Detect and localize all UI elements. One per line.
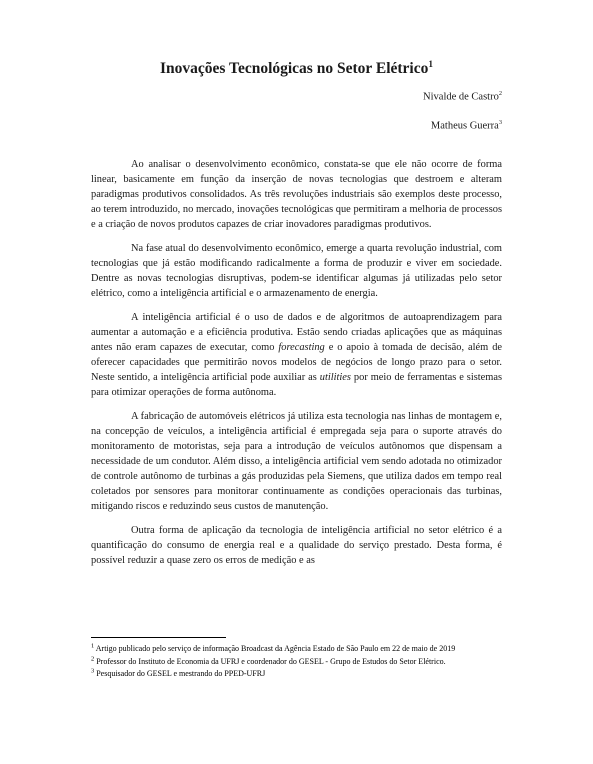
footnote-2-text: Professor do Instituto de Economia da UFRJ e coordenador do GESEL - Grupo de Estudos do Setor Elétrico. bbox=[96, 656, 446, 666]
paragraph-3-text-a: A inteligência artificial é o uso de dados e de algoritmos de autoaprendizagem para aumentar a automação e a eficiência produtiva. Estão sendo criadas aplicações que as máquinas antes não eram capazes de executar, como bbox=[91, 312, 502, 354]
paragraph-4 bbox=[91, 409, 502, 514]
author-1 bbox=[91, 86, 502, 105]
author-2-name: Matheus Guerra bbox=[430, 120, 499, 132]
footnote-3-text: Pesquisador do GESEL e mestrando do PPED-UFRJ bbox=[96, 669, 266, 678]
footnotes bbox=[91, 643, 502, 681]
footnote-1-mark: 1 bbox=[91, 642, 95, 650]
footnote-2 bbox=[91, 656, 502, 668]
paragraph-5 bbox=[91, 523, 502, 568]
footnote-3-mark: 3 bbox=[91, 667, 95, 675]
paragraph-3-text-b: e o apoio à tomada de decisão, além de oferecer capacidades que permitirão novos modelos de negócios de longo prazo para o setor. Neste sentido, a inteligência artificial pode auxiliar as bbox=[91, 342, 503, 384]
paragraph-3-text-c: por meio de ferramentas e sistemas para otimizar operações de forma autônoma. bbox=[91, 372, 502, 399]
author-1-name: Nivalde de Castro bbox=[423, 91, 499, 103]
paragraph-1 bbox=[91, 157, 502, 232]
paragraph-2 bbox=[91, 241, 502, 301]
article-title-text: Inovações Tecnológicas no Setor Elétrico bbox=[159, 60, 429, 78]
author-2-footnote-mark: 3 bbox=[498, 118, 502, 126]
author-1-footnote-mark: 2 bbox=[498, 90, 502, 98]
title-footnote-mark: 1 bbox=[428, 60, 434, 70]
term-forecasting: forecasting bbox=[278, 342, 325, 354]
author-2 bbox=[91, 115, 502, 134]
term-utilities: utilities bbox=[319, 372, 351, 384]
paragraph-5-text: Outra forma de aplicação da tecnologia de inteligência artificial no setor elétrico é a quantificação do consumo de energia real e a qualidade do serviço prestado. Desta forma, é possível reduzir a quase zero os erros de medição e as bbox=[91, 525, 502, 567]
paragraph-4-text: A fabricação de automóveis elétricos já utiliza esta tecnologia nas linhas de montagem e, na concepção de veículos, a inteligência artificial é empregada seja para o suporte através do monitoramento de motoristas, seja para a introdução de veículos autônomos que dispensam a necessidade de um condutor. Além disso, a inteligência artificial vem sendo adotada no otimizador de controle autônomo de turbinas a gás produzidas pela Siemens, que utiliza dados em tempo real coletados por sensores para monitorar continuamente as condições operacionais das turbinas, mitigando riscos e reduzindo seus custos de manutenção. bbox=[91, 411, 502, 513]
footnote-separator bbox=[91, 637, 226, 638]
footnote-3 bbox=[91, 668, 502, 680]
footnote-1 bbox=[91, 643, 502, 655]
footnote-1-text: Artigo publicado pelo serviço de informação Broadcast da Agência Estado de São Paulo em 22 de maio de 2019 bbox=[95, 644, 456, 653]
paragraph-2-text: Na fase atual do desenvolvimento econômico, emerge a quarta revolução industrial, com tecnologias que já estão modificando radicalmente a forma de produzir e viver em sociedade. Dentre as novas tecnologias disruptivas, podem-se identificar algumas já utilizadas pelo setor elétrico, como a inteligência artificial e o armazenamento de energia. bbox=[91, 243, 502, 300]
paragraph-1-text: Ao analisar o desenvolvimento econômico, constata-se que ele não ocorre de forma linear, basicamente em função da inserção de novas tecnologias que destroem e alteram paradigmas produtivos consolidados. As três revoluções industriais são exemplos deste processo, ao terem introduzido, no mercado, inovações tecnológicas que permitiram a melhoria de processos e a criação de novos produtos capazes de criar inovadores paradigmas produtivos. bbox=[91, 159, 502, 231]
article-title bbox=[91, 60, 502, 78]
footnote-2-mark: 2 bbox=[91, 654, 95, 662]
paragraph-3 bbox=[91, 310, 502, 400]
